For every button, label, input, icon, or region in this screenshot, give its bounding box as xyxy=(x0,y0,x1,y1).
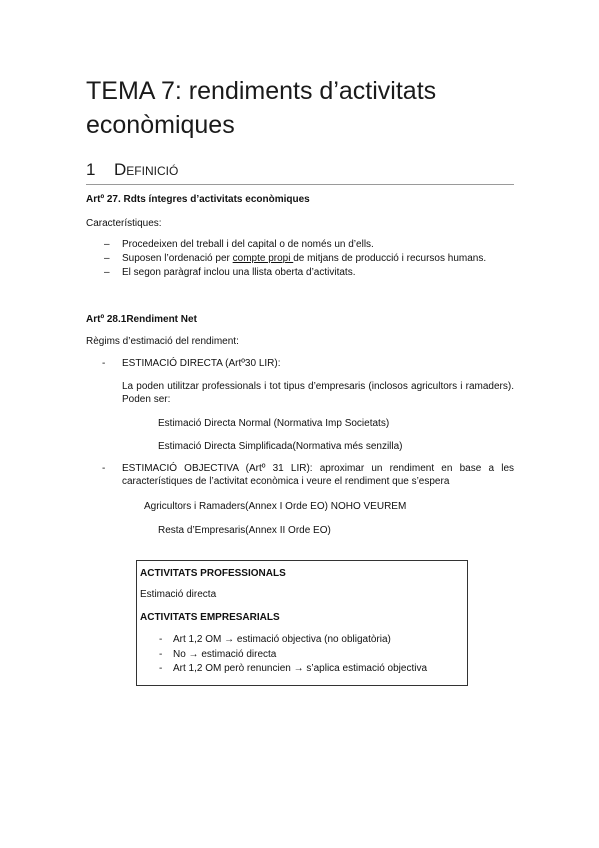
bullet-marker: – xyxy=(104,267,110,278)
list-marker: - xyxy=(102,463,106,474)
art28-heading: Artº 28.1Rendiment Net xyxy=(86,314,197,325)
bullet-text-start: Suposen l’ordenació per xyxy=(122,253,233,264)
bullet-marker: – xyxy=(104,239,110,250)
document-title: TEMA 7: rendiments d’activitats econòmiques xyxy=(86,77,437,139)
art27-heading: Artº 27. Rdts íntegres d’activitats econòmiques xyxy=(86,194,310,205)
list-item: No → estimació directa xyxy=(173,649,277,660)
art28-intro: Règims d’estimació del rendiment: xyxy=(86,336,239,347)
option-item: Estimació Directa Simplificada(Normativa més senzilla) xyxy=(158,441,403,452)
list-marker: - xyxy=(159,663,163,674)
bullet-marker: – xyxy=(104,253,110,264)
estimacio-directa-label: ESTIMACIÓ DIRECTA (Artº30 LIR): xyxy=(122,358,281,369)
bullet-text: El segon paràgraf inclou una llista oberta d’activitats. xyxy=(122,267,356,278)
estimacio-directa-desc: La poden utilitzar professionals i tot tipus d’empresaris (inclosos agricultors i ramaders). Poden ser: xyxy=(122,381,514,405)
empresarials-heading: ACTIVITATS EMPRESARIALS xyxy=(140,612,280,623)
section-heading xyxy=(86,160,514,185)
summary-box xyxy=(136,560,468,686)
professionals-heading: ACTIVITATS PROFESSIONALS xyxy=(140,568,286,579)
bullet-text xyxy=(122,252,486,265)
list-item: Art 1,2 OM → estimació objectiva (no obligatòria) xyxy=(173,634,391,645)
option-item: Agricultors i Ramaders(Annex I Orde EO) NOHO VEUREM xyxy=(144,501,407,512)
bullet-text: Procedeixen del treball i del capital o de només un d’ells. xyxy=(122,239,374,250)
list-marker: - xyxy=(159,649,163,660)
section-title: Definició xyxy=(114,160,179,179)
estimacio-objectiva-text: ESTIMACIÓ OBJECTIVA (Artº 31 LIR): aproximar un rendiment en base a les característiques de l’activitat econòmica i veure el rendiment que s’espera xyxy=(122,463,514,487)
bullet-text-end: de mitjans de producció i recursos humans. xyxy=(293,253,487,264)
section-number: 1 xyxy=(86,160,96,179)
option-item: Resta d’Empresaris(Annex II Orde EO) xyxy=(158,525,331,536)
list-item: Art 1,2 OM però renuncien → s’aplica estimació objectiva xyxy=(173,663,428,674)
option-item: Estimació Directa Normal (Normativa Imp Societats) xyxy=(158,418,390,429)
list-marker: - xyxy=(159,634,163,645)
art27-intro: Característiques: xyxy=(86,218,162,229)
list-marker: - xyxy=(102,358,106,369)
underlined-term: compte propi xyxy=(232,253,294,264)
professionals-text: Estimació directa xyxy=(140,589,217,600)
